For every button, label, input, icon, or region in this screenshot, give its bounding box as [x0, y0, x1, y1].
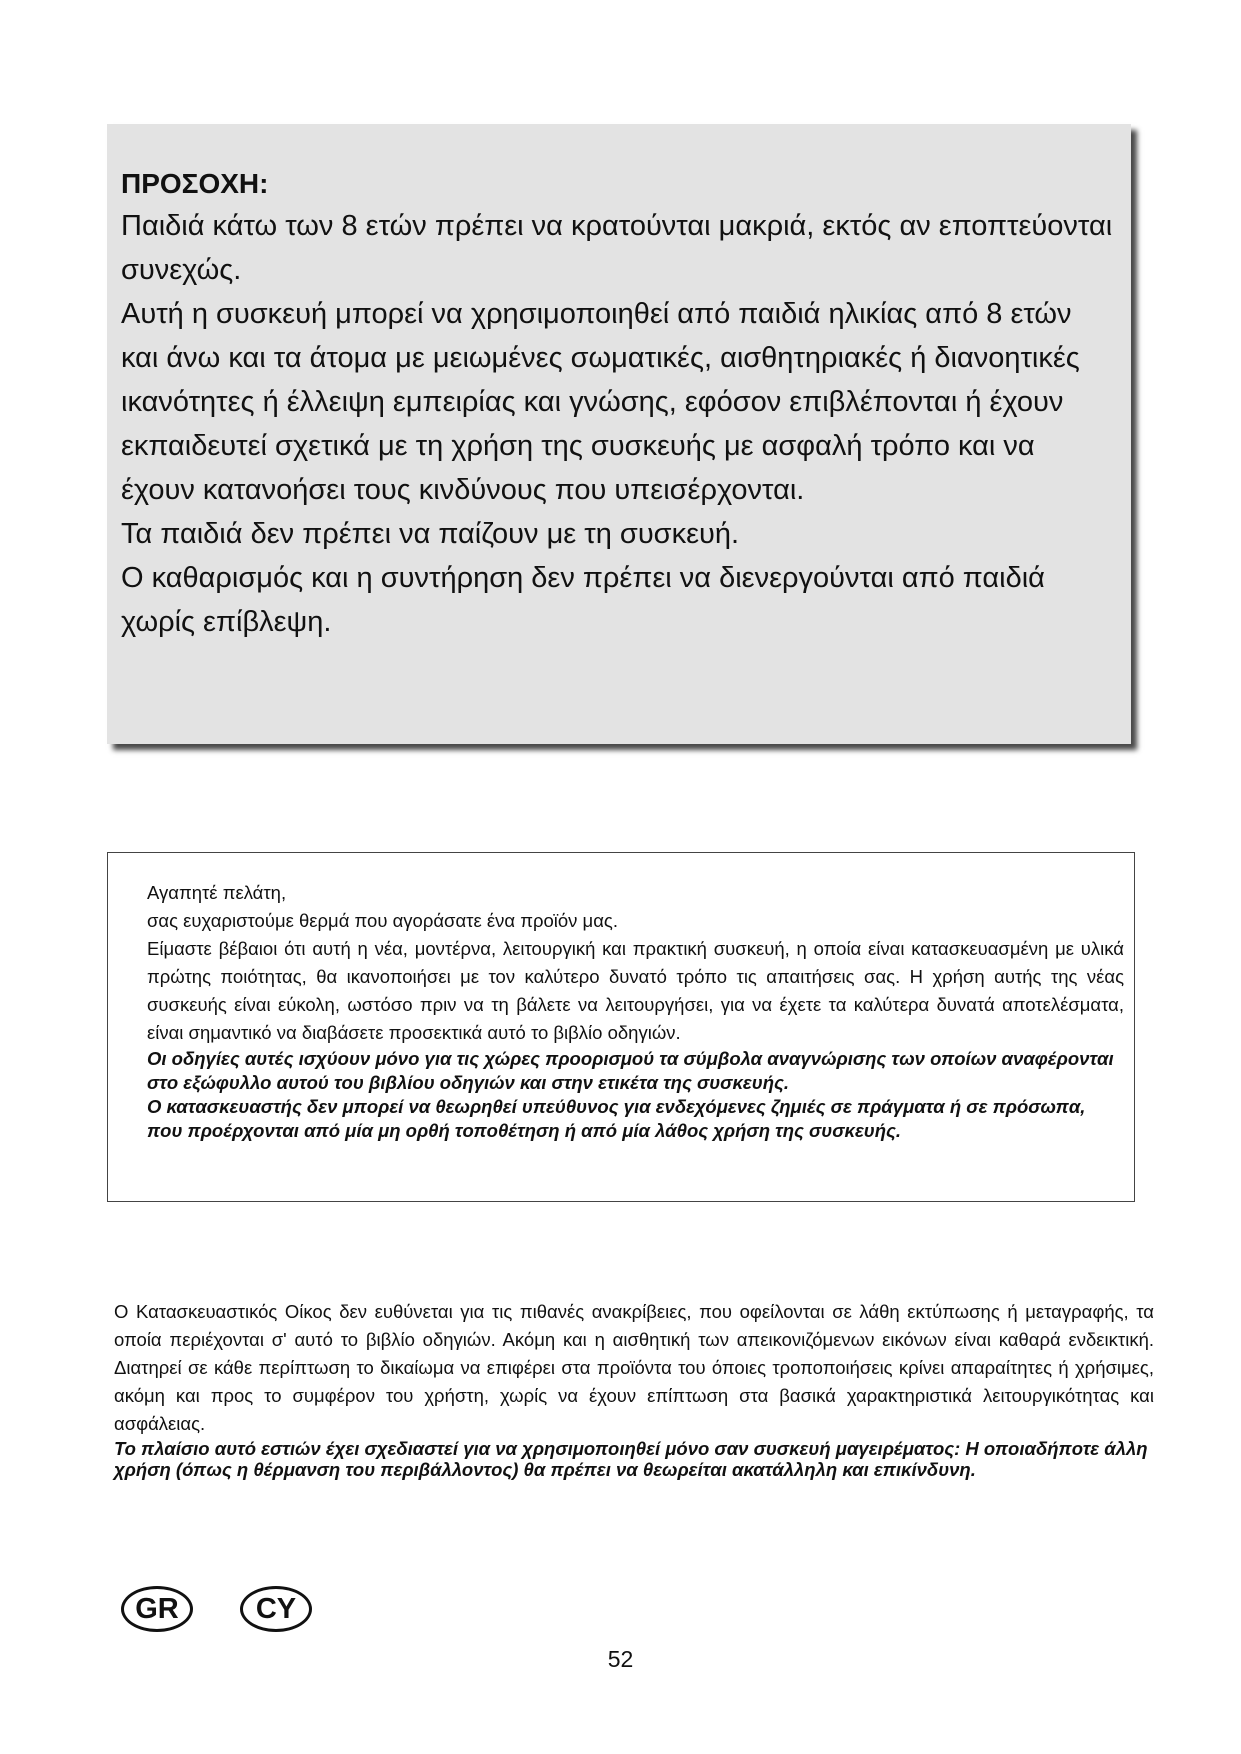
warning-title: ΠΡΟΣΟΧΗ: — [121, 168, 269, 199]
customer-thanks: σας ευχαριστούμε θερμά που αγοράσατε ένα προϊόν μας. — [147, 910, 618, 931]
customer-greeting: Αγαπητέ πελάτη, — [147, 882, 287, 903]
country-badge-gr: GR — [121, 1586, 193, 1632]
country-badge-cy: CY — [240, 1586, 312, 1632]
customer-bold-note: Ο κατασκευαστής δεν μπορεί να θεωρηθεί υπεύθυνος για ενδεχόμενες ζημιές σε πράγματα ή σε πρόσωπα, που προέρχονται από μία μη ορθή τοποθέτηση ή από μία λάθος χρήση της συσκευής. — [147, 1096, 1086, 1141]
disclaimer-bold-note: Το πλαίσιο αυτό εστιών έχει σχεδιαστεί για να χρησιμοποιηθεί μόνο σαν συσκευή μαγειρέματος: Η οποιαδήποτε άλλη χρήση (όπως η θέρμανση του περιβάλλοντος) θα πρέπει να θεωρείται ακατάλληλη και επικίνδυνη. — [114, 1438, 1148, 1480]
customer-note-box — [107, 852, 1135, 1202]
customer-body: Είμαστε βέβαιοι ότι αυτή η νέα, μοντέρνα, λειτουργική και πρακτική συσκευή, η οποία είναι κατασκευασμένη με υλικά πρώτης ποιότητας, θα ικανοποιήσει με τον καλύτερο δυνατό τρόπο τις απαιτήσεις σας. Η χρήση αυτής της νέας συσκευής είναι εύκολη, ωστόσο πριν να τη βάλετε να λειτουργήσει, για να έχετε τα καλύτερα δυνατά αποτελέσματα, είναι σημαντικό να διαβάσετε προσεκτικά αυτό το βιβλίο οδηγιών. — [147, 938, 1124, 1043]
warning-paragraph: Τα παιδιά δεν πρέπει να παίζουν με τη συσκευή. — [121, 518, 740, 550]
customer-bold-note: Οι οδηγίες αυτές ισχύουν μόνο για τις χώρες προορισμού τα σύμβολα αναγνώρισης των οποίων αναφέρονται στο εξώφυλλο αυτού του βιβλίου οδηγιών και στην ετικέτα της συσκευής. — [147, 1048, 1114, 1093]
warning-paragraph: Παιδιά κάτω των 8 ετών πρέπει να κρατούνται μακριά, εκτός αν εποπτεύονται συνεχώς. — [121, 210, 1113, 286]
warning-paragraph: Ο καθαρισμός και η συντήρηση δεν πρέπει να διενεργούνται από παιδιά χωρίς επίβλεψη. — [121, 562, 1045, 638]
page-number: 52 — [607, 1646, 634, 1672]
manufacturer-disclaimer — [114, 1298, 1154, 1480]
warning-paragraph: Αυτή η συσκευή μπορεί να χρησιμοποιηθεί από παιδιά ηλικίας από 8 ετών και άνω και τα άτομα με μειωμένες σωματικές, αισθητηριακές ή διανοητικές ικανότητες ή έλλειψη εμπειρίας και γνώσης, εφόσον επιβλέπονται ή έχουν εκπαιδευτεί σχετικά με τη χρήση της συσκευής με ασφαλή τρόπο και να έχουν κατανοήσει τους κινδύνους που υπεισέρχονται. — [121, 298, 1080, 506]
disclaimer-body: Ο Κατασκευαστικός Οίκος δεν ευθύνεται για τις πιθανές ανακρίβειες, που οφείλονται σε λάθη εκτύπωσης ή μεταγραφής, τα οποία περιέχονται σ' αυτό το βιβλίο οδηγιών. Ακόμη και η αισθητική των απεικονιζόμενων εικόνων είναι καθαρά ενδεικτική. Διατηρεί σε κάθε περίπτωση το δικαίωμα να επιφέρει στα προϊόντα του όποιες τροποποιήσεις κρίνει απαραίτητες ή χρήσιμες, ακόμη και προς το συμφέρον του χρήστη, χωρίς να έχουν επίπτωση στα βασικά χαρακτηριστικά λειτουργικότητας και ασφάλειας. — [114, 1301, 1154, 1434]
warning-box — [107, 124, 1131, 744]
